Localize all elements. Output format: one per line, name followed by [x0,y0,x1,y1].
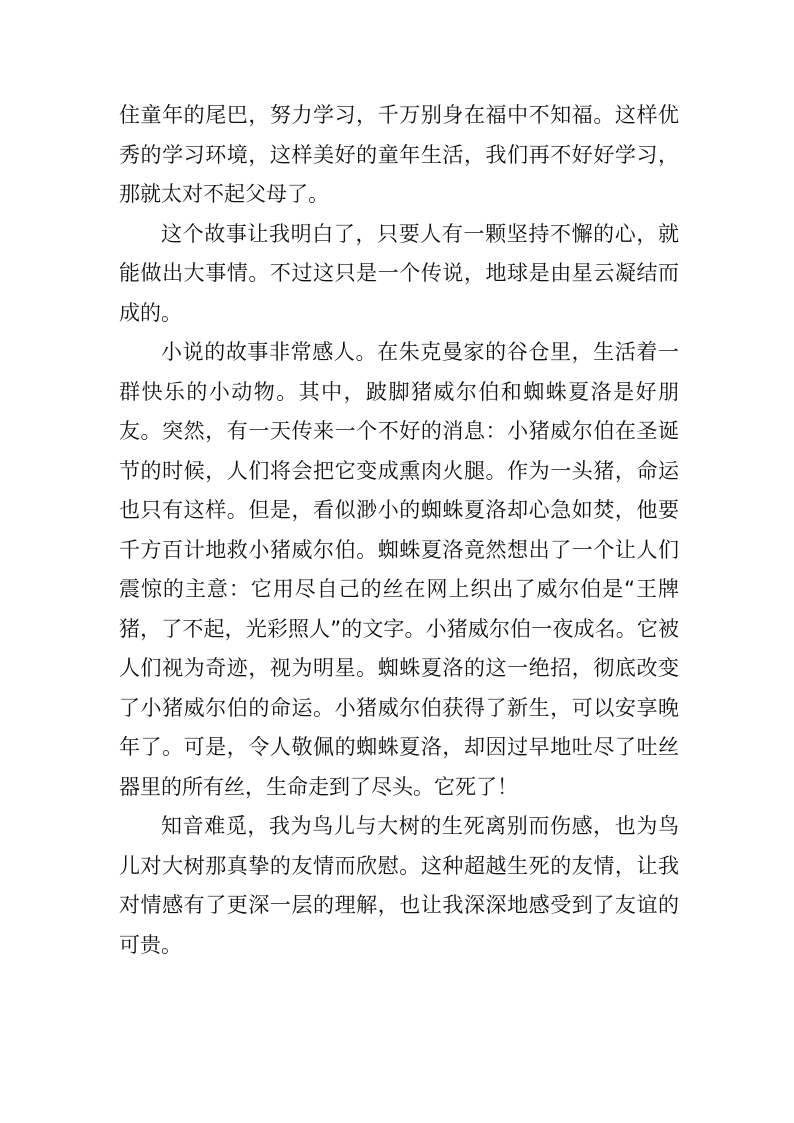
document-body [119,96,679,965]
paragraph: 知音难觅，我为鸟儿与大树的生死离别而伤感，也为鸟儿对大树那真挚的友情而欣慰。这种超越生死的友情，让我对情感有了更深一层的理解，也让我深深地感受到了友谊的可贵。 [119,814,679,957]
paragraph: 小说的故事非常感人。在朱克曼家的谷仓里，生活着一群快乐的小动物。其中，跛脚猪威尔伯和蜘蛛夏洛是好朋友。突然，有一天传来一个不好的消息：小猪威尔伯在圣诞节的时候，人们将会把它变成熏肉火腿。作为一头猪，命运也只有这样。但是，看似渺小的蜘蛛夏洛却心急如焚，他要千方百计地救小猪威尔伯。蜘蛛夏洛竟然想出了一个让人们震惊的主意：它用尽自己的丝在网上织出了威尔伯是“王牌猪，了不起，光彩照人”的文字。小猪威尔伯一夜成名。它被人们视为奇迹，视为明星。蜘蛛夏洛的这一绝招，彻底改变了小猪威尔伯的命运。小猪威尔伯获得了新生，可以安享晚年了。可是，令人敬佩的蜘蛛夏洛，却因过早地吐尽了吐丝器里的所有丝，生命走到了尽头。它死了！ [119,340,679,799]
paragraph-continuation: 住童年的尾巴，努力学习，千万别身在福中不知福。这样优秀的学习环境，这样美好的童年生活，我们再不好好学习，那就太对不起父母了。 [119,103,679,206]
paragraph: 这个故事让我明白了，只要人有一颗坚持不懈的心，就能做出大事情。不过这只是一个传说，地球是由星云凝结而成的。 [119,221,679,325]
